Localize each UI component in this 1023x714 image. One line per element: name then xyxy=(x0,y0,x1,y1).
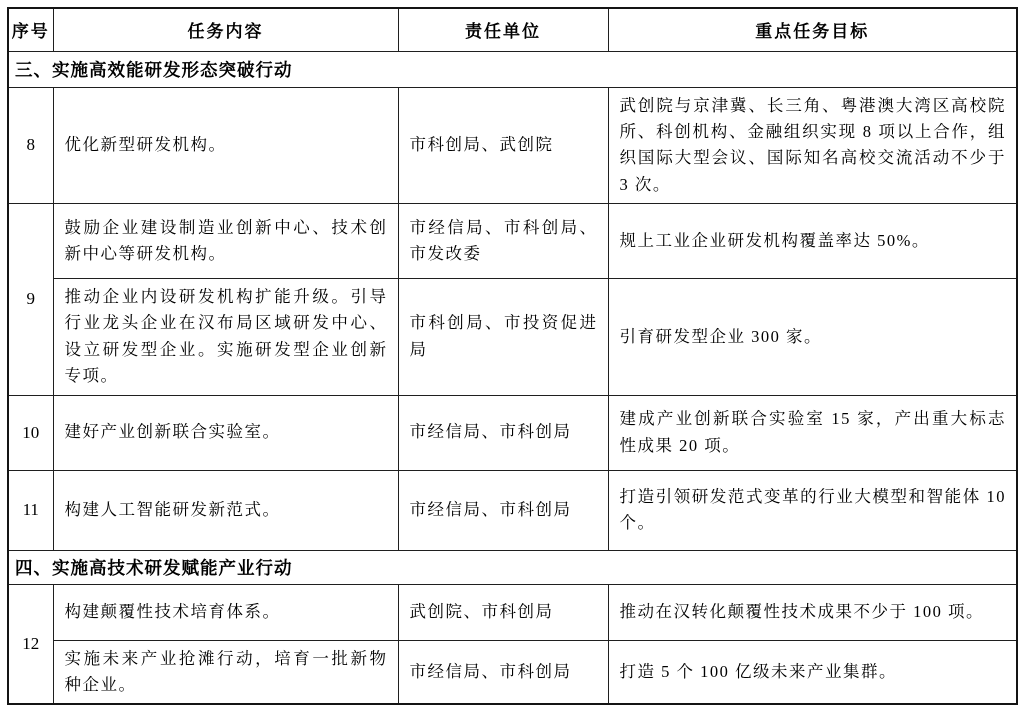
row8-unit: 市科创局、武创院 xyxy=(398,87,608,204)
row9b-unit: 市科创局、市投资促进局 xyxy=(398,279,608,396)
task-table xyxy=(7,7,1018,705)
row11-unit: 市经信局、市科创局 xyxy=(398,470,608,550)
row12b-unit: 市经信局、市科创局 xyxy=(398,640,608,704)
row12a-task: 构建颠覆性技术培育体系。 xyxy=(53,584,398,640)
row10-goal: 建成产业创新联合实验室 15 家，产出重大标志性成果 20 项。 xyxy=(608,395,1017,470)
table-row xyxy=(8,395,1017,470)
row9a-unit: 市经信局、市科创局、市发改委 xyxy=(398,204,608,279)
row11-goal: 打造引领研发范式变革的行业大模型和智能体 10 个。 xyxy=(608,470,1017,550)
section-row-three xyxy=(8,51,1017,87)
table-row xyxy=(8,87,1017,204)
table-row xyxy=(8,279,1017,396)
row12b-goal: 打造 5 个 100 亿级未来产业集群。 xyxy=(608,640,1017,704)
section-three-title: 三、实施高效能研发形态突破行动 xyxy=(8,51,1017,87)
row10-task: 建好产业创新联合实验室。 xyxy=(53,395,398,470)
row9-serial: 9 xyxy=(8,204,53,396)
table-row xyxy=(8,204,1017,279)
row9b-goal: 引育研发型企业 300 家。 xyxy=(608,279,1017,396)
row12-serial: 12 xyxy=(8,584,53,704)
header-task-content: 任务内容 xyxy=(53,8,398,51)
section-row-four xyxy=(8,550,1017,584)
row10-unit: 市经信局、市科创局 xyxy=(398,395,608,470)
row9b-task: 推动企业内设研发机构扩能升级。引导行业龙头企业在汉布局区域研发中心、设立研发型企业。实施研发型企业创新专项。 xyxy=(53,279,398,396)
row9a-task: 鼓励企业建设制造业创新中心、技术创新中心等研发机构。 xyxy=(53,204,398,279)
table-row xyxy=(8,470,1017,550)
row9a-goal: 规上工业企业研发机构覆盖率达 50%。 xyxy=(608,204,1017,279)
row8-task: 优化新型研发机构。 xyxy=(53,87,398,204)
row8-goal: 武创院与京津冀、长三角、粤港澳大湾区高校院所、科创机构、金融组织实现 8 项以上合作，组织国际大型会议、国际知名高校交流活动不少于 3 次。 xyxy=(608,87,1017,204)
row12a-goal: 推动在汉转化颠覆性技术成果不少于 100 项。 xyxy=(608,584,1017,640)
row12b-task: 实施未来产业抢滩行动，培育一批新物种企业。 xyxy=(53,640,398,704)
row11-task: 构建人工智能研发新范式。 xyxy=(53,470,398,550)
table-header-row xyxy=(8,8,1017,51)
row10-serial: 10 xyxy=(8,395,53,470)
table-row xyxy=(8,584,1017,640)
table-row xyxy=(8,640,1017,704)
section-four-title: 四、实施高技术研发赋能产业行动 xyxy=(8,550,1017,584)
row12a-unit: 武创院、市科创局 xyxy=(398,584,608,640)
row11-serial: 11 xyxy=(8,470,53,550)
row8-serial: 8 xyxy=(8,87,53,204)
header-responsible-unit: 责任单位 xyxy=(398,8,608,51)
header-key-task-goal: 重点任务目标 xyxy=(608,8,1017,51)
header-serial-number: 序号 xyxy=(8,8,53,51)
